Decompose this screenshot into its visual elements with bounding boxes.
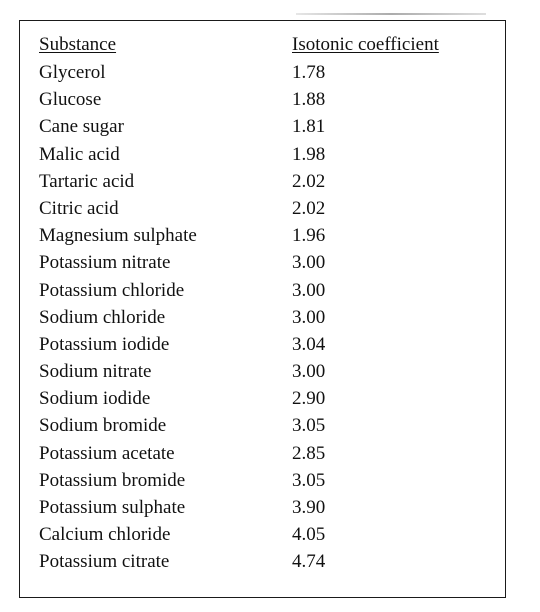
coefficient-cell: 3.90 xyxy=(292,497,326,518)
table-row xyxy=(39,86,499,113)
coefficient-cell: 2.90 xyxy=(292,388,326,410)
coefficient-cell: 3.00 xyxy=(292,279,326,301)
substance-cell: Sodium bromide xyxy=(39,415,167,437)
substance-cell: Malic acid xyxy=(39,143,120,165)
substance-cell: Glucose xyxy=(39,89,102,111)
table-row xyxy=(39,440,499,467)
table-header xyxy=(39,33,499,57)
table-row xyxy=(39,304,499,331)
table-row xyxy=(39,168,499,195)
table-row xyxy=(39,467,499,494)
substance-cell: Potassium nitrate xyxy=(39,252,171,274)
coefficient-cell: 4.74 xyxy=(292,551,326,573)
substance-cell: Potassium chloride xyxy=(39,279,185,301)
coefficient-cell: 1.78 xyxy=(292,62,326,83)
substance-cell: Potassium citrate xyxy=(39,551,170,573)
coefficient-cell: 1.98 xyxy=(292,143,326,165)
substance-cell: Sodium chloride xyxy=(39,306,166,328)
isotonic-coefficient-table xyxy=(19,20,506,598)
substance-cell: Sodium nitrate xyxy=(39,361,152,383)
substance-cell: Citric acid xyxy=(39,197,119,219)
table-body xyxy=(39,59,499,576)
substance-cell: Sodium iodide xyxy=(39,388,151,410)
table-row xyxy=(39,277,499,304)
scan-edge-mark xyxy=(296,13,486,15)
coefficient-cell: 3.05 xyxy=(292,469,326,491)
coefficient-cell: 1.81 xyxy=(292,116,326,138)
coefficient-cell: 3.05 xyxy=(292,415,326,437)
header-substance: Substance xyxy=(39,34,117,55)
table-row xyxy=(39,548,499,575)
coefficient-cell: 3.00 xyxy=(292,361,326,383)
substance-cell: Potassium sulphate xyxy=(39,497,186,518)
coefficient-cell: 3.00 xyxy=(292,252,326,274)
table-row xyxy=(39,385,499,412)
substance-cell: Potassium acetate xyxy=(39,442,175,464)
header-isotonic-coefficient: Isotonic coefficient xyxy=(292,34,439,55)
table-row xyxy=(39,521,499,548)
table-row xyxy=(39,358,499,385)
substance-cell: Glycerol xyxy=(39,62,106,83)
substance-cell: Tartaric acid xyxy=(39,170,135,192)
substance-cell: Calcium chloride xyxy=(39,524,171,546)
table-row xyxy=(39,222,499,249)
table-row xyxy=(39,494,499,521)
coefficient-cell: 4.05 xyxy=(292,524,326,546)
substance-cell: Potassium bromide xyxy=(39,469,186,491)
table-row xyxy=(39,331,499,358)
table-row xyxy=(39,141,499,168)
coefficient-cell: 2.85 xyxy=(292,442,326,464)
table-row xyxy=(39,113,499,140)
coefficient-cell: 2.02 xyxy=(292,197,326,219)
table-row xyxy=(39,59,499,86)
coefficient-cell: 1.88 xyxy=(292,89,326,111)
table-row xyxy=(39,249,499,276)
substance-cell: Cane sugar xyxy=(39,116,124,138)
coefficient-cell: 1.96 xyxy=(292,225,326,247)
table-row xyxy=(39,195,499,222)
coefficient-cell: 3.00 xyxy=(292,306,326,328)
coefficient-cell: 3.04 xyxy=(292,333,326,355)
table-row xyxy=(39,412,499,439)
substance-cell: Magnesium sulphate xyxy=(39,225,197,247)
coefficient-cell: 2.02 xyxy=(292,170,326,192)
substance-cell: Potassium iodide xyxy=(39,333,170,355)
